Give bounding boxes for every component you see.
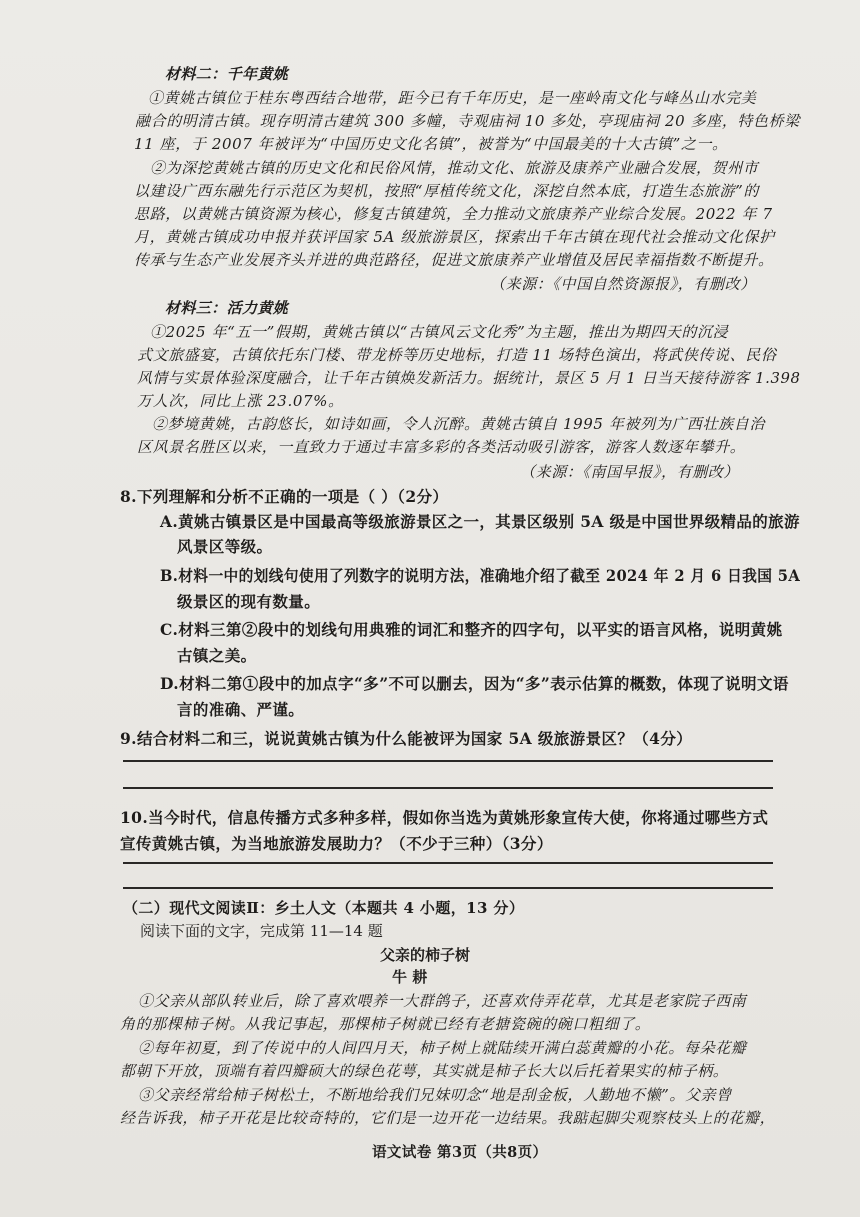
q8-option-c-line1: C.材料三第②段中的划线句用典雅的词汇和整齐的四字句，以平实的语言风格，说明黄姚 <box>160 620 783 639</box>
q9-answer-line-1[interactable] <box>123 760 773 762</box>
material3-p1-line1: ①2025 年“五一”假期，黄姚古镇以“古镇风云文化秀”为主题，推出为期四天的沉浸 <box>150 323 729 341</box>
q8-option-b-line2: 级景区的现有数量。 <box>177 592 321 611</box>
q8-option-c-line2: 古镇之美。 <box>177 646 257 665</box>
material2-p2-line5: 传承与生态产业发展齐头并进的典范路径，促进文旅康养产业增值及居民幸福指数不断提升。 <box>134 251 774 269</box>
story-p2-line1: ②每年初夏，到了传说中的人间四月天，柿子树上就陆续开满白蕊黄瓣的小花。每朵花瓣 <box>138 1039 747 1057</box>
q10-stem-line1: 10.当今时代，信息传播方式多种多样，假如你当选为黄姚形象宣传大使，你将通过哪些方式 <box>120 808 769 827</box>
material2-p2-line1: ②为深挖黄姚古镇的历史文化和民俗风情，推动文化、旅游及康养产业融合发展，贺州市 <box>150 159 759 177</box>
material3-p1-line4: 万人次，同比上涨 23.07%。 <box>137 392 344 410</box>
q8-option-a-line2: 风景区等级。 <box>177 537 273 556</box>
story-p3-line1: ③父亲经常给柿子树松土，不断地给我们兄妹叨念“地是刮金板，人勤地不懒”。父亲曾 <box>138 1086 732 1104</box>
material3-p2-line2: 区风景名胜区以来，一直致力于通过丰富多彩的各类活动吸引游客，游客人数逐年攀升。 <box>137 438 746 456</box>
material2-p1-line3: 11 座，于 2007 年被评为“中国历史文化名镇”，被誉为“中国最美的十大古镇”之一。 <box>134 135 728 153</box>
story-title: 父亲的柿子树 <box>380 946 471 964</box>
material3-p1-line2: 式文旅盛宴，古镇依托东门楼、带龙桥等历史地标，打造 11 场特色演出，将武侠传说、民俗 <box>137 346 777 364</box>
story-p2-line2: 都朝下开放，顶端有着四瓣硕大的绿色花萼，其实就是柿子长大以后托着果实的柿子柄。 <box>120 1062 729 1080</box>
material2-p2-line4: 月，黄姚古镇成功申报并获评国家 5A 级旅游景区，探索出千年古镇在现代社会推动文化保护 <box>134 228 775 246</box>
material3-heading: 材料三：活力黄姚 <box>165 299 289 317</box>
q8-option-d-line2: 言的准确、严谨。 <box>177 700 305 719</box>
q8-stem: 8.下列理解和分析不正确的一项是（ ）（2分） <box>120 487 449 506</box>
q9-stem: 9.结合材料二和三，说说黄姚古镇为什么能被评为国家 5A 级旅游景区？（4分） <box>120 729 693 748</box>
material2-source: （来源：《中国自然资源报》，有删改） <box>490 275 756 293</box>
material3-source: （来源：《南国早报》，有删改） <box>520 463 740 481</box>
q10-answer-line-2[interactable] <box>123 887 773 889</box>
q8-option-d-line1: D.材料二第①段中的加点字“多”不可以删去，因为“多”表示估算的概数，体现了说明文语 <box>160 674 789 693</box>
material2-p1-line2: 融合的明清古镇。现存明清古建筑 300 多幢，寺观庙祠 10 多处，亭现庙祠 20 多座，特色桥梁 <box>135 112 800 130</box>
material3-p1-line3: 风情与实景体验深度融合，让千年古镇焕发新活力。据统计，景区 5 月 1 日当天接待游客 1.398 <box>137 369 801 387</box>
story-author: 牛 耕 <box>392 968 428 986</box>
q9-answer-line-2[interactable] <box>123 787 773 789</box>
section2-heading: （二）现代文阅读Ⅱ：乡土人文（本题共 4 小题，13 分） <box>123 899 525 917</box>
story-p1-line2: 角的那棵柿子树。从我记事起，那棵柿子树就已经有老搪瓷碗的碗口粗细了。 <box>120 1015 651 1033</box>
q8-option-a-line1: A.黄姚古镇景区是中国最高等级旅游景区之一，其景区级别 5A 级是中国世界级精品的旅游 <box>160 512 800 531</box>
story-p1-line1: ①父亲从部队转业后，除了喜欢喂养一大群鸽子，还喜欢侍弄花草，尤其是老家院子西南 <box>138 992 747 1010</box>
q10-answer-line-1[interactable] <box>123 862 773 864</box>
story-p3-line2: 经告诉我，柿子开花是比较奇特的，它们是一边开花一边结果。我踮起脚尖观察枝头上的花瓣， <box>120 1109 776 1127</box>
material3-p2-line1: ②梦境黄姚，古韵悠长，如诗如画，令人沉醉。黄姚古镇自 1995 年被列为广西壮族自治 <box>152 415 765 433</box>
material2-heading: 材料二：千年黄姚 <box>165 65 289 83</box>
material2-p2-line2: 以建设广西东融先行示范区为契机，按照“厚植传统文化，深挖自然本底，打造生态旅游”的 <box>134 182 759 200</box>
page-footer: 语文试卷 第3页（共8页） <box>372 1144 548 1161</box>
material2-p2-line3: 思路，以黄姚古镇资源为核心，修复古镇建筑，全力推动文旅康养产业综合发展。2022 年 7 <box>134 205 773 223</box>
material2-p1-line1: ①黄姚古镇位于桂东粤西结合地带，距今已有千年历史，是一座岭南文化与峰丛山水完美 <box>148 89 757 107</box>
q8-option-b-line1: B.材料一中的划线句使用了列数字的说明方法，准确地介绍了截至 2024 年 2 月 6 日我国 5A <box>160 566 801 585</box>
section2-instruction: 阅读下面的文字，完成第 11—14 题 <box>140 922 383 940</box>
q10-stem-line2: 宣传黄姚古镇，为当地旅游发展助力？（不少于三种）（3分） <box>120 834 553 853</box>
